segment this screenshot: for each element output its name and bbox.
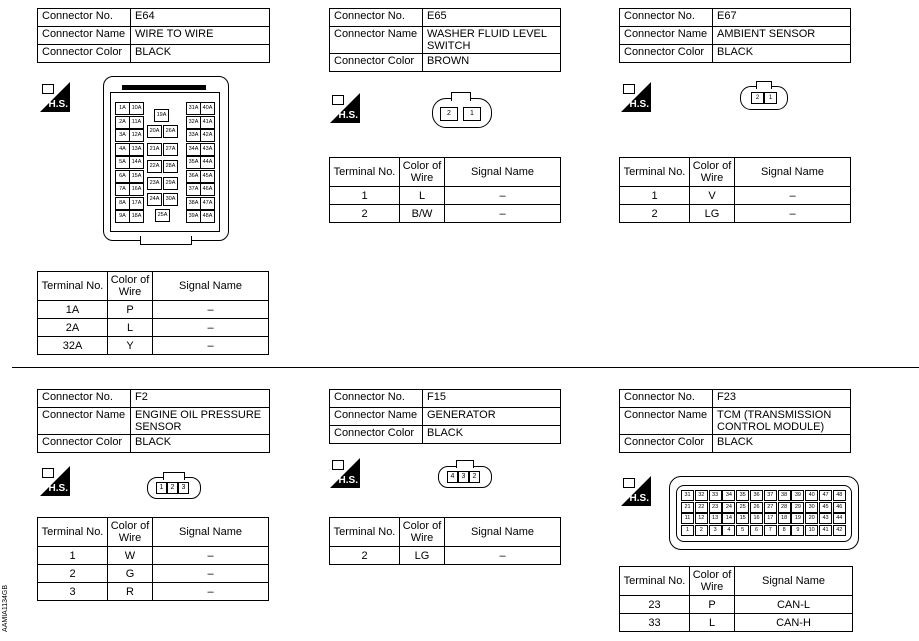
connector-info-table: Connector No. E67 Connector Name AMBIENT SENSOR Connector Color BLACK	[619, 8, 851, 63]
pin: 7	[764, 525, 777, 536]
pin: 18	[778, 513, 791, 524]
pin: 48	[833, 490, 846, 501]
connector-f23	[619, 389, 851, 453]
pin: 2	[469, 471, 480, 483]
pin: 42A	[200, 129, 215, 142]
harness-side-icon: H.S.	[40, 82, 70, 112]
table-row: 1 W –	[38, 547, 269, 565]
pin: 8A	[115, 197, 130, 210]
connector-info-table: Connector No. F2 Connector Name ENGINE OIL PRESSURE SENSOR Connector Color BLACK	[37, 389, 270, 453]
connector-info-table: Connector No. F23 Connector Name TCM (TRANSMISSION CONTROL MODULE) Connector Color BLACK	[619, 389, 851, 453]
harness-side-icon: H.S.	[330, 93, 360, 123]
pin: 22A	[147, 160, 162, 173]
pin: 9	[791, 525, 804, 536]
table-row: 1 V –	[620, 187, 851, 205]
pin: 3A	[115, 129, 130, 142]
pin: 47	[819, 490, 832, 501]
table-row: 32A Y –	[38, 337, 269, 355]
pin: 47A	[200, 197, 215, 210]
pin: 44	[833, 513, 846, 524]
pin: 42	[833, 525, 846, 536]
pin: 37	[764, 490, 777, 501]
harness-side-icon: H.S.	[40, 466, 70, 496]
pin: 44A	[200, 156, 215, 169]
pin: 1	[764, 92, 777, 104]
connector-no: E64	[131, 9, 270, 27]
table-row: 23 P CAN-L	[620, 596, 853, 614]
connector-key	[756, 81, 772, 89]
pin: 41	[819, 525, 832, 536]
pin: 48A	[200, 210, 215, 223]
pin: 12	[695, 513, 708, 524]
pin: 2	[440, 107, 458, 121]
pin: 20A	[147, 125, 162, 138]
pin: 10	[805, 525, 818, 536]
pin: 21	[681, 502, 694, 513]
pin: 41A	[200, 116, 215, 129]
pin: 29	[791, 502, 804, 513]
pin: 34A	[186, 143, 201, 156]
pin: 3	[178, 482, 189, 494]
pin: 6A	[115, 170, 130, 183]
pin: 33	[709, 490, 722, 501]
pin: 35	[736, 490, 749, 501]
table-row: 1 L –	[330, 187, 561, 205]
pin: 10A	[129, 102, 144, 115]
pin: 31A	[186, 102, 201, 115]
pin: 11	[681, 513, 694, 524]
pin: 23	[709, 502, 722, 513]
connector-key	[451, 92, 471, 101]
pin: 17	[764, 513, 777, 524]
connector-e67	[619, 8, 851, 63]
table-row: 2 LG –	[330, 547, 561, 565]
pin: 15	[736, 513, 749, 524]
table-row: 33 L CAN-H	[620, 614, 853, 632]
pin: 5	[736, 525, 749, 536]
section-divider	[12, 367, 919, 368]
pin: 2	[751, 92, 764, 104]
pin: 27A	[163, 143, 178, 156]
pin: 13	[709, 513, 722, 524]
pin: 26A	[163, 125, 178, 138]
pin: 18A	[129, 210, 144, 223]
pin: 25	[736, 502, 749, 513]
pin: 4	[447, 471, 458, 483]
pin: 28A	[163, 160, 178, 173]
pin: 34	[722, 490, 735, 501]
pin: 45A	[200, 170, 215, 183]
table-row: 3 R –	[38, 583, 269, 601]
pin: 31	[681, 490, 694, 501]
pin: 1	[463, 107, 481, 121]
table-row: 2 B/W –	[330, 205, 561, 223]
pin: 28	[778, 502, 791, 513]
pin: 21A	[147, 143, 162, 156]
pin: 24	[722, 502, 735, 513]
pin: 36	[750, 490, 763, 501]
connector-f15	[329, 389, 561, 444]
connector-info-table: Connector No. F15 Connector Name GENERATOR Connector Color BLACK	[329, 389, 561, 444]
pin: 14A	[129, 156, 144, 169]
pin: 19	[791, 513, 804, 524]
connector-key	[163, 472, 185, 480]
pin: 1	[681, 525, 694, 536]
pin: 2A	[115, 116, 130, 129]
pin: 35A	[186, 156, 201, 169]
pin: 3	[709, 525, 722, 536]
pin: 30	[805, 502, 818, 513]
terminal-table-f2: Terminal No. Color of Wire Signal Name 1 W – 2 G – 3 R –	[37, 517, 269, 601]
pin: 23A	[147, 177, 162, 190]
terminal-table-e65: Terminal No. Color of Wire Signal Name 1 L – 2 B/W –	[329, 157, 561, 223]
pin: 22	[695, 502, 708, 513]
table-row: 2 LG –	[620, 205, 851, 223]
pin: 13A	[129, 143, 144, 156]
pin: 1A	[115, 102, 130, 115]
pin: 6	[750, 525, 763, 536]
pin: 45	[819, 502, 832, 513]
pin: 30A	[163, 193, 178, 206]
table-row: 2 G –	[38, 565, 269, 583]
pin: 11A	[129, 116, 144, 129]
connector-color: BLACK	[131, 45, 270, 63]
connector-info-table: Connector No. E65 Connector Name WASHER FLUID LEVEL SWITCH Connector Color BROWN	[329, 8, 561, 72]
connector-key	[122, 85, 206, 90]
harness-side-icon: H.S.	[621, 82, 651, 112]
pin: 19A	[154, 109, 169, 122]
connector-e65	[329, 8, 561, 72]
pin: 46	[833, 502, 846, 513]
pin: 14	[722, 513, 735, 524]
pin: 1	[156, 482, 167, 494]
pin: 12A	[129, 129, 144, 142]
harness-side-icon: H.S.	[621, 476, 651, 506]
connector-key	[456, 460, 474, 468]
pin: 43A	[200, 143, 215, 156]
pin: 4	[722, 525, 735, 536]
connector-latch	[140, 236, 192, 245]
pin: 3	[458, 471, 469, 483]
pin: 7A	[115, 183, 130, 196]
connector-f2	[37, 389, 270, 453]
pin: 38	[778, 490, 791, 501]
pin: 4A	[115, 143, 130, 156]
pin: 27	[764, 502, 777, 513]
pin: 29A	[163, 177, 178, 190]
pin: 8	[778, 525, 791, 536]
pin: 25A	[155, 209, 170, 222]
terminal-table-f15: Terminal No. Color of Wire Signal Name 2 LG –	[329, 517, 561, 565]
harness-side-icon: H.S.	[330, 458, 360, 488]
pin: 33A	[186, 129, 201, 142]
connector-name: WIRE TO WIRE	[131, 27, 270, 45]
pin: 39A	[186, 210, 201, 223]
pin: 39	[791, 490, 804, 501]
pin: 16	[750, 513, 763, 524]
connector-info-table: Connector No. E64 Connector Name WIRE TO WIRE Connector Color BLACK	[37, 8, 270, 63]
pin: 46A	[200, 183, 215, 196]
pin: 36A	[186, 170, 201, 183]
pin: 15A	[129, 170, 144, 183]
pin: 37A	[186, 183, 201, 196]
pin: 5A	[115, 156, 130, 169]
pin: 2	[167, 482, 178, 494]
terminal-table-f23: Terminal No. Color of Wire Signal Name 23 P CAN-L 33 L CAN-H	[619, 566, 853, 632]
pin: 26	[750, 502, 763, 513]
pin: 20	[805, 513, 818, 524]
document-code: AAMIA1134GB	[2, 585, 9, 632]
pin: 24A	[147, 193, 162, 206]
terminal-table-e64: Terminal No. Color of Wire Signal Name 1A P – 2A L – 32A Y –	[37, 271, 269, 355]
pin: 9A	[115, 210, 130, 223]
pin: 38A	[186, 197, 201, 210]
terminal-table-e67: Terminal No. Color of Wire Signal Name 1 V – 2 LG –	[619, 157, 851, 223]
pin: 40	[805, 490, 818, 501]
table-row: 2A L –	[38, 319, 269, 337]
pin: 40A	[200, 102, 215, 115]
pin: 2	[695, 525, 708, 536]
pin: 17A	[129, 197, 144, 210]
pin: 16A	[129, 183, 144, 196]
connector-e64	[37, 8, 270, 63]
pin: 32A	[186, 116, 201, 129]
table-row: 1A P –	[38, 301, 269, 319]
pin: 43	[819, 513, 832, 524]
pin: 32	[695, 490, 708, 501]
